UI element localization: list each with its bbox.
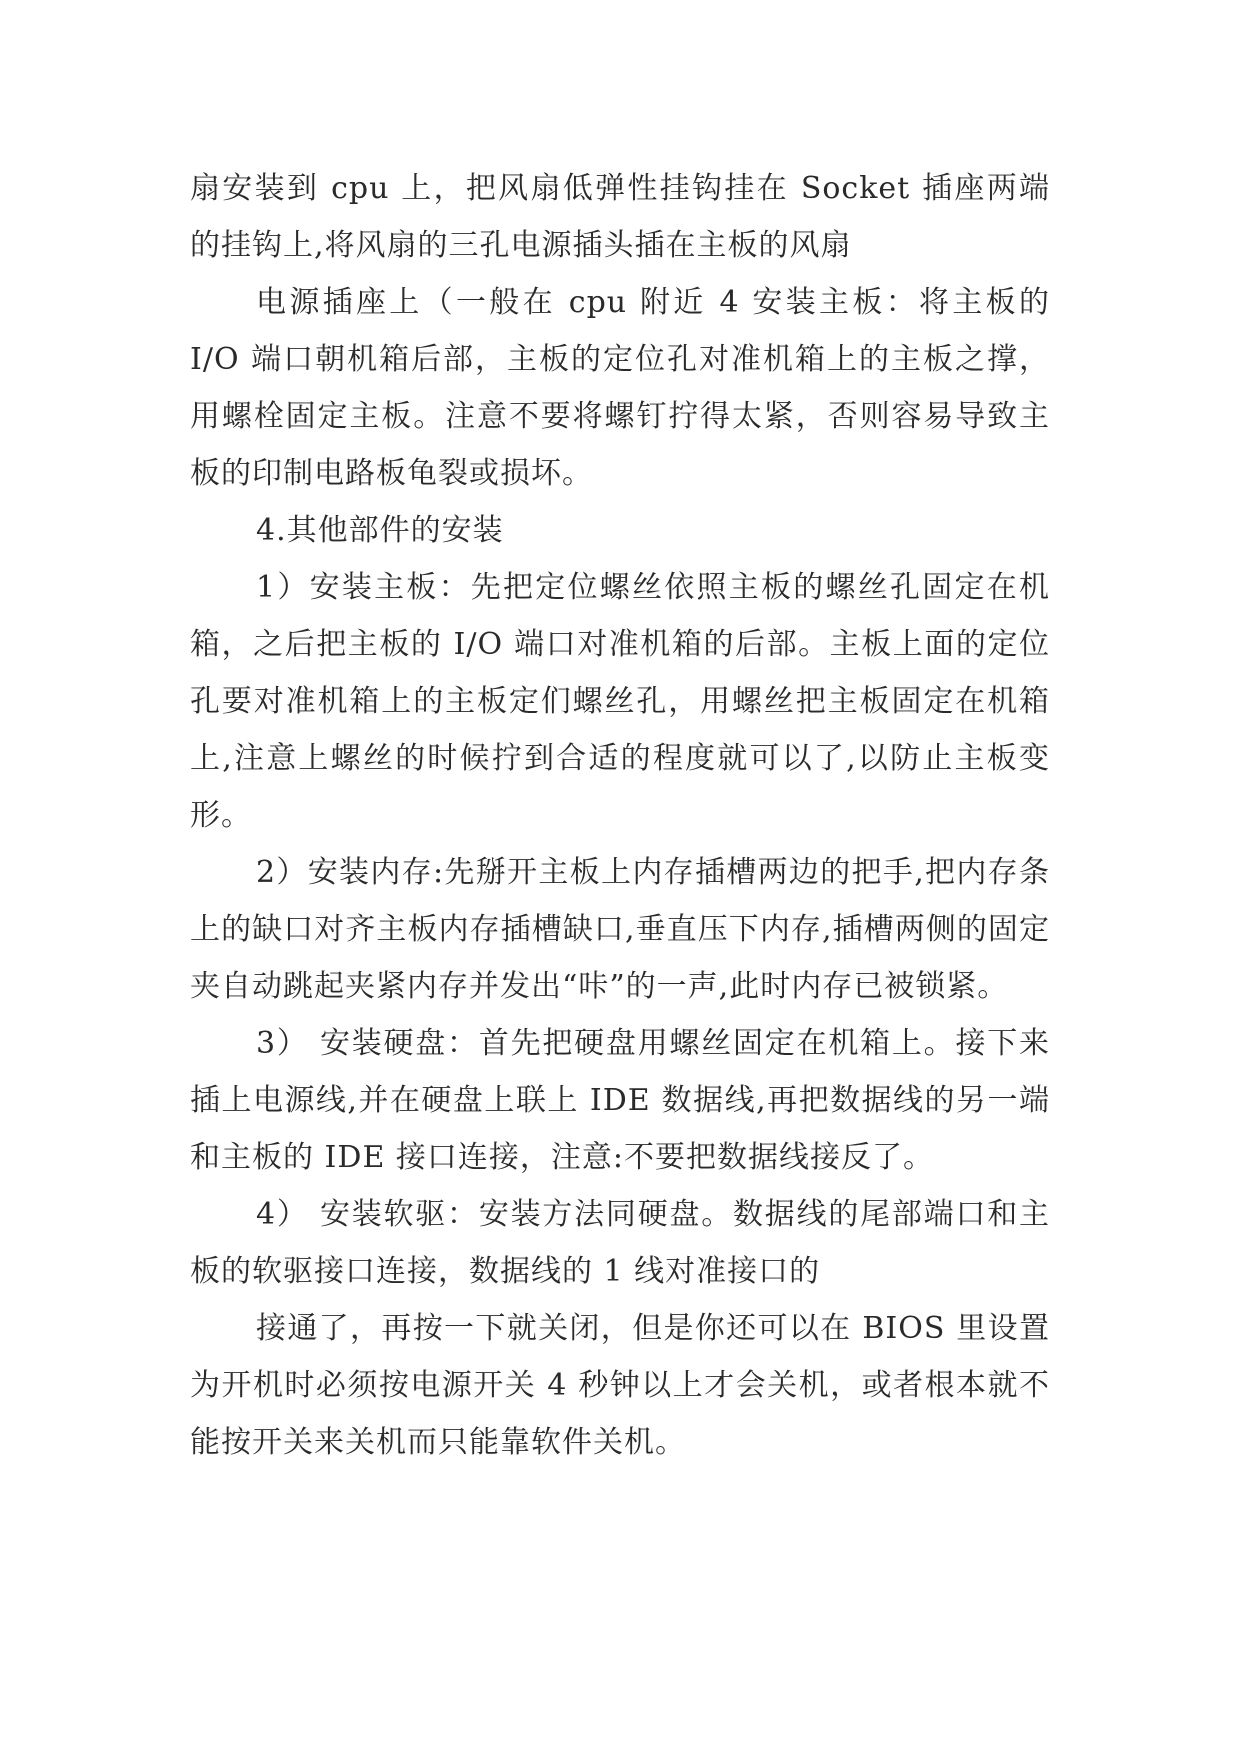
section-heading-other-parts: 4.其他部件的安装 <box>256 513 504 548</box>
paragraph-step-2-memory: 2）安装内存:先掰开主板上内存插槽两边的把手,把内存条上的缺口对齐主板内存插槽缺口,垂直压下内存,插槽两侧的固定夹自动跳起夹紧内存并发出“咔”的一声,此时内存已被锁紧。 <box>190 855 1050 1004</box>
paragraph-step-3-hard-disk: 3） 安装硬盘：首先把硬盘用螺丝固定在机箱上。接下来插上电源线,并在硬盘上联上 IDE 数据线,再把数据线的另一端和主板的 IDE 接口连接，注意:不要把数据线接反了。 <box>190 1026 1050 1175</box>
paragraph-motherboard-mount: 电源插座上（一般在 cpu 附近 4 安装主板：将主板的 I/O 端口朝机箱后部，主板的定位孔对准机箱上的主板之撑，用螺栓固定主板。注意不要将螺钉拧得太紧，否则容易导致主板的印制电路板龟裂或损坏。 <box>190 285 1050 491</box>
paragraph-step-4-floppy: 4） 安装软驱：安装方法同硬盘。数据线的尾部端口和主板的软驱接口连接，数据线的 1 线对准接口的 <box>190 1197 1050 1289</box>
paragraph-step-1-motherboard: 1）安装主板：先把定位螺丝依照主板的螺丝孔固定在机箱，之后把主板的 I/O 端口对准机箱的后部。主板上面的定位孔要对准机箱上的主板定们螺丝孔，用螺丝把主板固定在机箱上,注意上螺丝的时候拧到合适的程度就可以了,以防止主板变形。 <box>190 570 1050 833</box>
paragraph-fan-install: 扇安装到 cpu 上，把风扇低弹性挂钩挂在 Socket 插座两端的挂钩上,将风扇的三孔电源插头插在主板的风扇 <box>190 171 1050 263</box>
paragraph-power-switch: 接通了，再按一下就关闭，但是你还可以在 BIOS 里设置为开机时必须按电源开关 4 秒钟以上才会关机，或者根本就不能按开关来关机而只能靠软件关机。 <box>190 1311 1050 1460</box>
body-text <box>190 160 1050 1471</box>
